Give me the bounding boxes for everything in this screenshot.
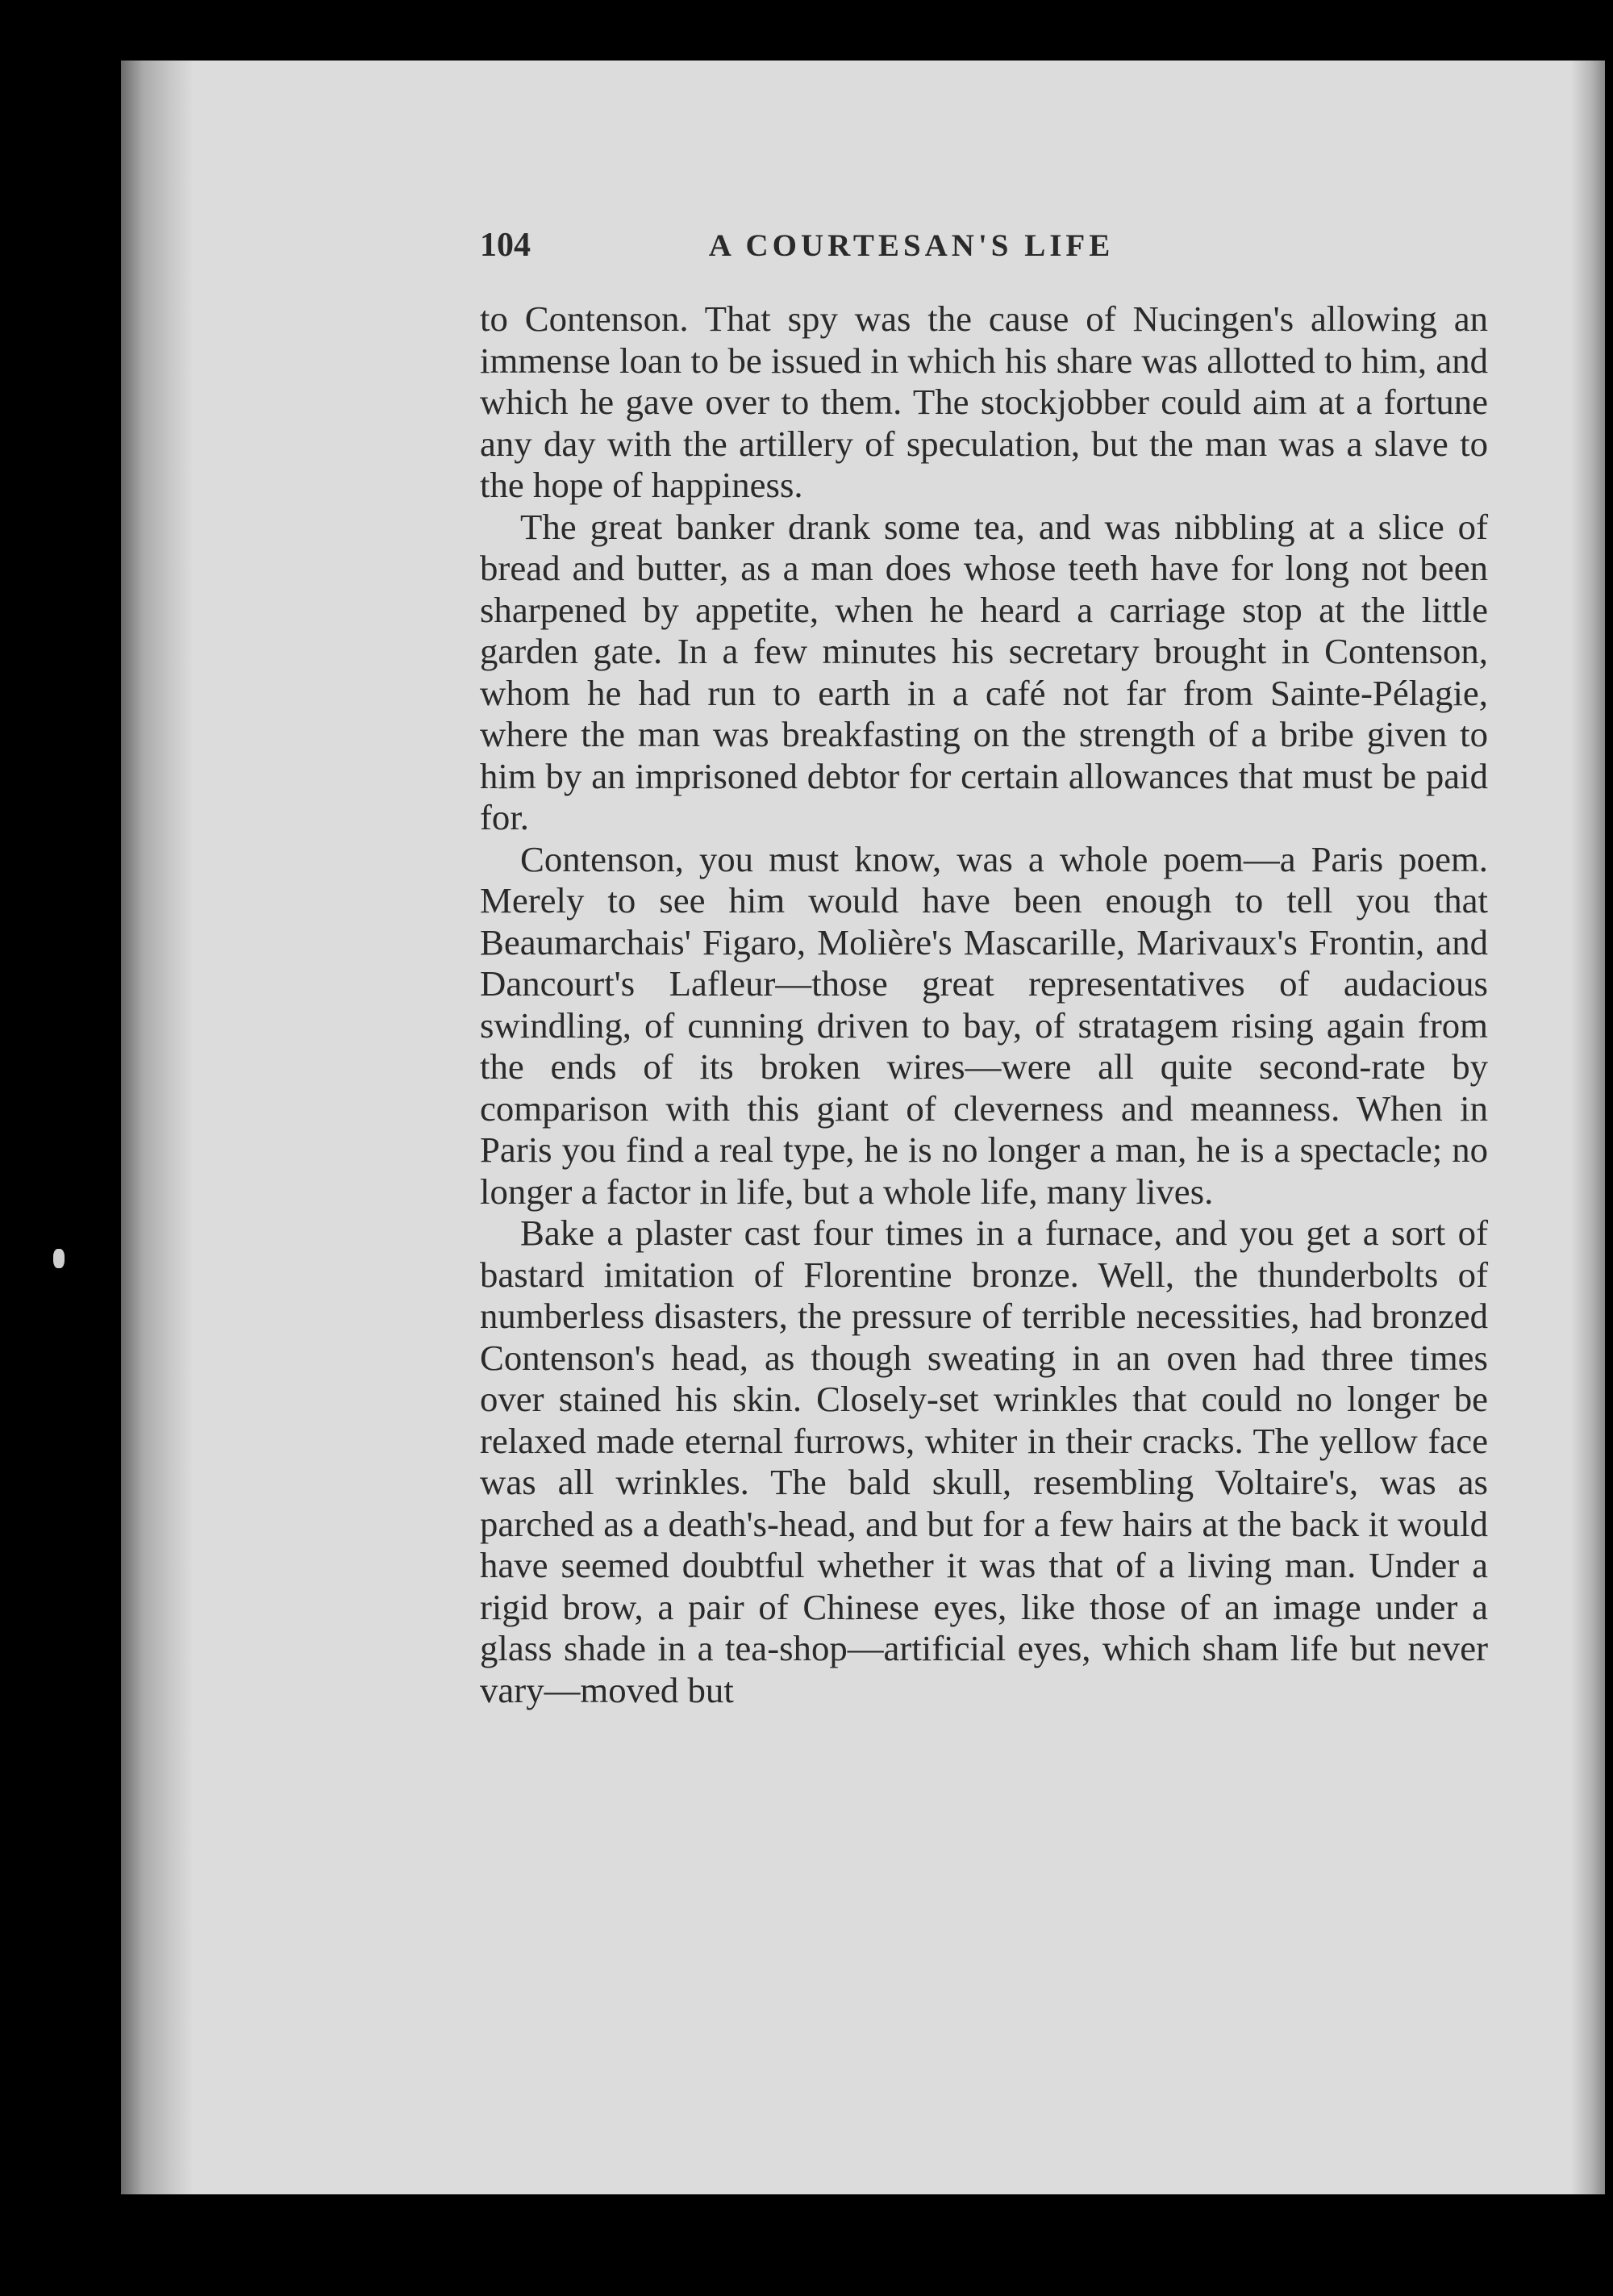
body-text	[480, 298, 1488, 1711]
paragraph: Contenson, you must know, was a whole poem—a Paris poem. Merely to see him would have been enough to tell you that Beaumarchais' Figaro, Molière's Mascarille, Marivaux's Frontin, and Dancourt's Lafleur—those great representatives of audacious swindling, of cunning driven to bay, of stratagem rising again from the ends of its broken wires—were all quite second-rate by comparison with this giant of cleverness and meanness. When in Paris you find a real type, he is no longer a man, he is a spectacle; no longer a factor in life, but a whole life, many lives.	[480, 838, 1488, 1212]
page-right-edge	[1571, 61, 1605, 2194]
scan-artifact	[53, 1249, 65, 1268]
page-gutter-edge	[121, 61, 194, 2194]
running-header	[480, 226, 1298, 282]
page-content	[480, 226, 1488, 1711]
page-number: 104	[480, 227, 531, 264]
paragraph: to Contenson. That spy was the cause of Nucingen's allowing an immense loan to be issued in which his share was allotted to him, and which he gave over to them. The stockjobber could aim at a fortune any day with the artillery of speculation, but the man was a slave to the hope of happiness.	[480, 298, 1488, 505]
paragraph: Bake a plaster cast four times in a furnace, and you get a sort of bastard imitation of Florentine bronze. Well, the thunderbolts of numberless disasters, the pressure of terrible necessities, had bronzed Contenson's head, as though sweating in an oven had three times over stained his skin. Closely-set wrinkles that could no longer be relaxed made eternal furrows, whiter in their cracks. The yellow face was all wrinkles. The bald skull, resembling Voltaire's, was as parched as a death's-head, and but for a few hairs at the back it would have seemed doubtful whether it was that of a living man. Under a rigid brow, a pair of Chinese eyes, like those of an image under a glass shade in a tea-shop—artificial eyes, which sham life but never vary—moved but	[480, 1213, 1488, 1710]
running-title: A COURTESAN'S LIFE	[708, 228, 1115, 263]
paragraph: The great banker drank some tea, and was nibbling at a slice of bread and butter, as a man does whose teeth have for long not been sharpened by appetite, when he heard a carriage stop at the little garden gate. In a few minutes his secretary brought in Contenson, whom he had run to earth in a café not far from Sainte-Pélagie, where the man was breakfasting on the strength of a bribe given to him by an imprisoned debtor for certain allowances that must be paid for.	[480, 506, 1488, 837]
